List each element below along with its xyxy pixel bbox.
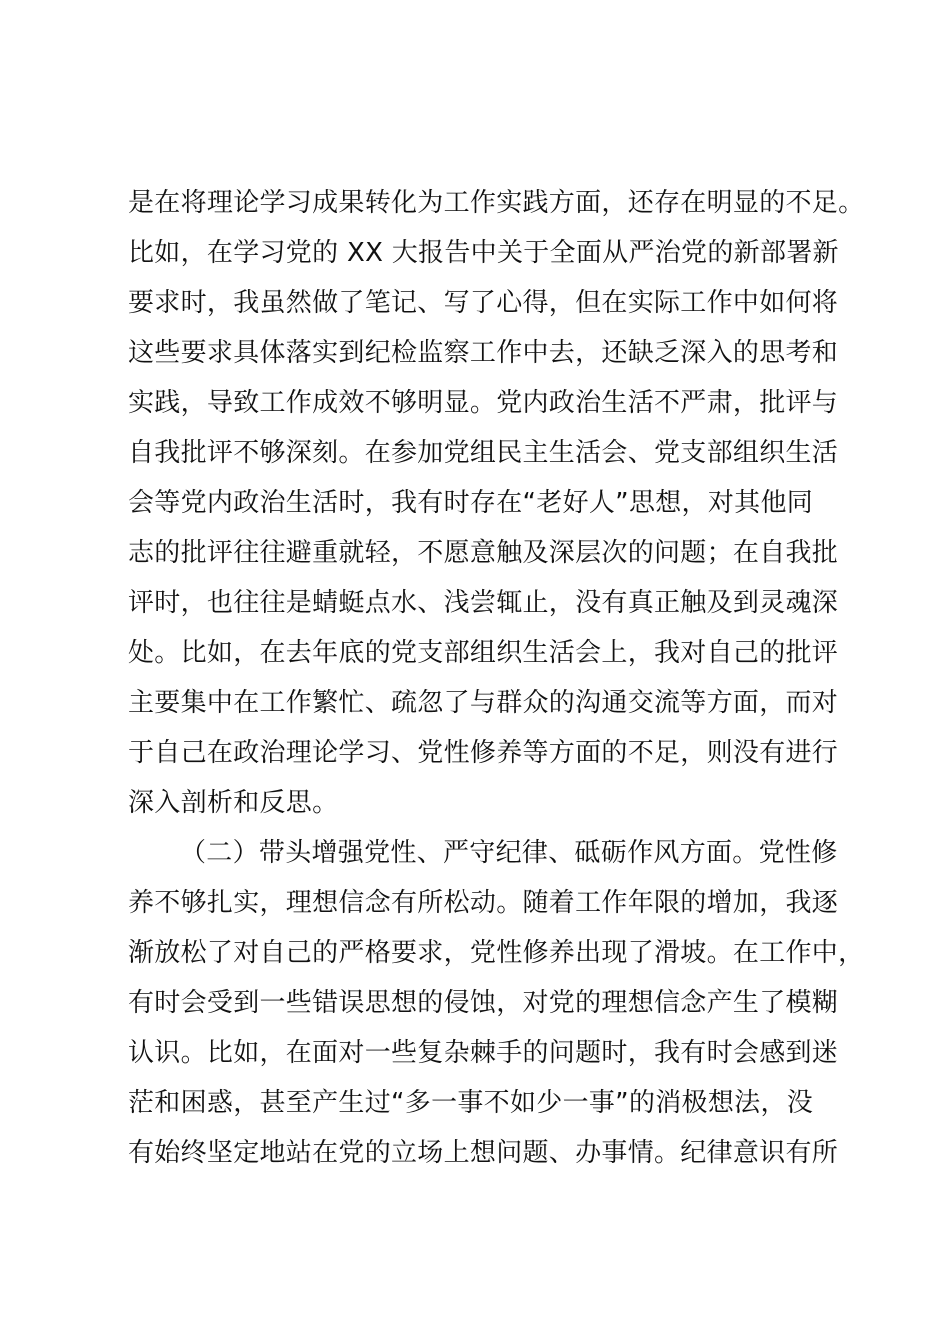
text-line: 这些要求具体落实到纪检监察工作中去，还缺乏深入的思考和 [128,338,839,368]
body-text [128,178,865,1178]
text-line: 有时会受到一些错误思想的侵蚀，对党的理想信念产生了模糊 [128,988,839,1018]
text-line: 处。比如，在去年底的党支部组织生活会上，我对自己的批评 [128,638,839,668]
text-line: 实践，导致工作成效不够明显。党内政治生活不严肃，批评与 [128,388,839,418]
section-heading-line: （二）带头增强党性、严守纪律、砥砺作风方面。党性修 [180,838,838,868]
text-line: 有始终坚定地站在党的立场上想问题、办事情。纪律意识有所 [128,1138,839,1168]
text-line: 主要集中在工作繁忙、疏忽了与群众的沟通交流等方面，而对 [128,688,839,718]
text-line: 渐放松了对自己的严格要求，党性修养出现了滑坡。在工作中， [128,938,865,968]
text-line: 是在将理论学习成果转化为工作实践方面，还存在明显的不足。 [128,188,865,218]
text-line: 养不够扎实，理想信念有所松动。随着工作年限的增加，我逐 [128,888,839,918]
text-line: 要求时，我虽然做了笔记、写了心得，但在实际工作中如何将 [128,288,839,318]
text-line: 评时，也往往是蜻蜓点水、浅尝辄止，没有真正触及到灵魂深 [128,588,839,618]
text-line: 于自己在政治理论学习、党性修养等方面的不足，则没有进行 [128,738,839,768]
text-line: 深入剖析和反思。 [128,788,339,818]
text-line: 比如，在学习党的 XX 大报告中关于全面从严治党的新部署新 [128,238,839,268]
text-line: 志的批评往往避重就轻，不愿意触及深层次的问题；在自我批 [128,538,839,568]
text-line: 自我批评不够深刻。在参加党组民主生活会、党支部组织生活 [128,438,839,468]
text-line: 茫和困惑，甚至产生过“多一事不如少一事”的消极想法，没 [128,1088,814,1118]
text-line: 认识。比如，在面对一些复杂棘手的问题时，我有时会感到迷 [128,1038,839,1068]
text-line: 会等党内政治生活时，我有时存在“老好人”思想，对其他同 [128,488,814,518]
